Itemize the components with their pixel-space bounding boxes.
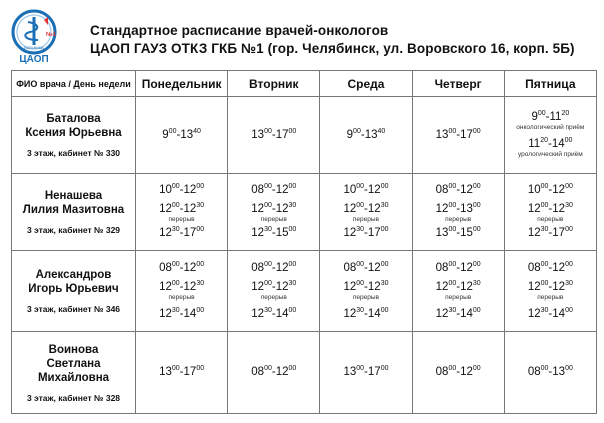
hospital-logo: [8, 8, 64, 64]
title-line-1: Стандартное расписание врачей-онкологов: [90, 23, 389, 38]
col-header-friday: Пятница: [504, 71, 596, 97]
schedule-cell: $10^{00}-12^{00}$ $12^{00}-12^{30}$ перерыв $12^{30}-17^{00}$: [136, 174, 228, 251]
col-header-thursday: Четверг: [412, 71, 504, 97]
schedule-cell: $08^{00}-12^{00}$: [228, 332, 320, 414]
table-row: [12, 332, 597, 414]
header-row: [12, 71, 597, 97]
schedule-cell: $13^{00}-17^{00}$: [228, 97, 320, 174]
doctor-cell: [12, 332, 136, 414]
logo-text: ЦАОП: [19, 54, 49, 64]
schedule-cell: $08^{00}-12^{00}$: [412, 332, 504, 414]
schedule-cell: $9^{00}-11^{20}$ онкологический приём $11^{20}-14^{00}$ урологический приём: [504, 97, 596, 174]
doctor-name: Александров Игорь Юрьевич: [28, 269, 119, 295]
doctor-name: Ненашева Лилия Мазитовна: [22, 190, 125, 216]
schedule-cell: $08^{00}-12^{00}$ $12^{00}-12^{30}$ перерыв $12^{30}-15^{00}$: [228, 174, 320, 251]
doctor-cell: [12, 251, 136, 332]
title-line-2: ЦАОП ГАУЗ ОТКЗ ГКБ №1 (гор. Челябинск, ул. Воровского 16, корп. 5Б): [90, 41, 575, 56]
schedule-cell: $13^{00}-17^{00}$: [412, 97, 504, 174]
doctor-cell: [12, 174, 136, 251]
schedule-cell: $08^{00}-12^{00}$ $12^{00}-12^{30}$ перерыв $12^{30}-14^{00}$: [320, 251, 412, 332]
schedule-cell: $08^{00}-12^{00}$ $12^{00}-13^{00}$ перерыв $13^{00}-15^{00}$: [412, 174, 504, 251]
doctor-name: Баталова Ксения Юрьевна: [25, 113, 122, 139]
header: [0, 0, 604, 70]
schedule-cell: $10^{00}-12^{00}$ $12^{00}-12^{30}$ перерыв $12^{30}-17^{00}$: [504, 174, 596, 251]
doctor-cell: [12, 97, 136, 174]
table-row: [12, 97, 597, 174]
logo-number: №1: [46, 32, 57, 38]
schedule-cell: $08^{00}-12^{00}$ $12^{00}-12^{30}$ перерыв $12^{30}-14^{00}$: [412, 251, 504, 332]
schedule-cell: $13^{00}-17^{00}$: [136, 332, 228, 414]
doctor-room: 3 этаж, кабинет № 330: [26, 148, 121, 158]
doctor-room: 3 этаж, кабинет № 346: [26, 304, 121, 314]
table-row: [12, 174, 597, 251]
page-title: [90, 22, 575, 58]
doctor-room: 3 этаж, кабинет № 328: [26, 392, 121, 403]
doctor-room: 3 этаж, кабинет № 329: [26, 225, 121, 235]
col-header-wednesday: Среда: [320, 71, 412, 97]
col-header-doctor: ФИО врача / День недели: [12, 71, 136, 97]
schedule-cell: $08^{00}-12^{00}$ $12^{00}-12^{30}$ перерыв $12^{30}-14^{00}$: [504, 251, 596, 332]
schedule-cell: $13^{00}-17^{00}$: [320, 332, 412, 414]
table-row: [12, 251, 597, 332]
doctor-name: Воинова Светлана Михайловна: [37, 343, 110, 384]
schedule-cell: $08^{00}-13^{00}$: [504, 332, 596, 414]
schedule-cell: $10^{00}-12^{00}$ $12^{00}-12^{30}$ перерыв $12^{30}-17^{00}$: [320, 174, 412, 251]
schedule-cell: $08^{00}-12^{00}$ $12^{00}-12^{30}$ перерыв $12^{30}-14^{00}$: [136, 251, 228, 332]
col-header-tuesday: Вторник: [228, 71, 320, 97]
schedule-cell: $9^{00}-13^{40}$: [320, 97, 412, 174]
schedule-cell: $08^{00}-12^{00}$ $12^{00}-12^{30}$ перерыв $12^{30}-14^{00}$: [228, 251, 320, 332]
schedule-table: [11, 70, 597, 414]
logo-small-text: БОЛЬНИЦА: [24, 46, 44, 50]
schedule-cell: $9^{00}-13^{40}$: [136, 97, 228, 174]
col-header-monday: Понедельник: [136, 71, 228, 97]
